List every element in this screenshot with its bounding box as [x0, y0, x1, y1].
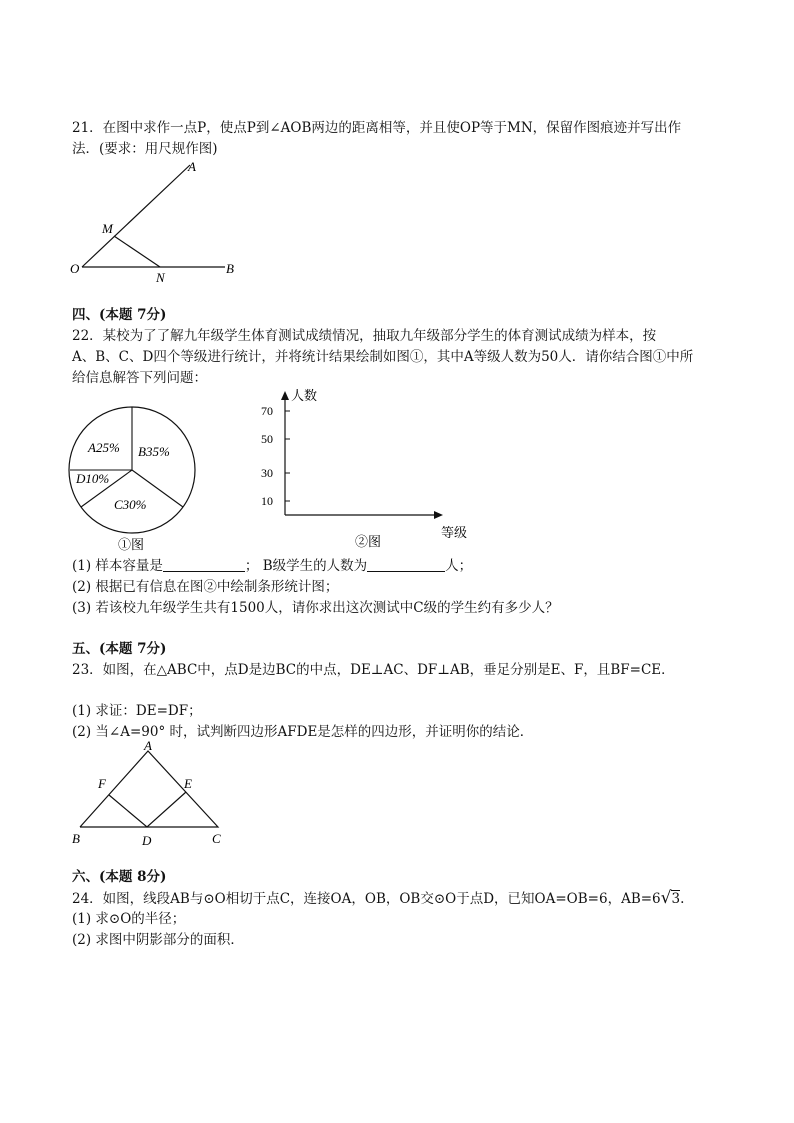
label-m: M — [102, 221, 113, 236]
pie-chart-figure — [60, 398, 210, 553]
bar-caption: ②图 — [355, 534, 382, 549]
pie-label-c: C30% — [114, 497, 147, 512]
q24-text-line1: 24．如图，线段AB与⊙O相切于点C，连接OA，OB，OB交⊙O于点D，已知OA=OB=6，AB=6√3. — [72, 888, 685, 908]
pie-label-d: D10% — [76, 471, 110, 486]
q22-part1: (1) 样本容量是 ； B级学生的人数为 人； — [72, 558, 473, 574]
ray-oa — [82, 165, 190, 267]
q21-text-line2: 法．(要求：用尺规作图) — [72, 141, 218, 157]
label-a: A — [188, 159, 196, 174]
pie-caption: ①图 — [118, 537, 145, 552]
q23-part2: (2) 当∠A=90° 时，试判断四边形AFDE是怎样的四边形，并证明你的结论． — [72, 724, 534, 740]
q22-part3: (3) 若该校九年级学生共有1500人，请你求出这次测试中C级的学生约有多少人？ — [72, 600, 559, 616]
label-a: A — [144, 738, 152, 753]
label-e: E — [184, 776, 192, 791]
q22-text-line2: A、B、C、D四个等级进行统计，并将统计结果绘制如图①，其中A等级人数为50人．请你结合图①中所 — [72, 349, 694, 365]
label-o: O — [70, 261, 80, 276]
section-6-heading: 六、(本题 8分) — [72, 869, 167, 885]
q23-text-line1: 23．如图，在△ABC中，点D是边BC的中点，DE⊥AC、DF⊥AB，垂足分别是E、F，且BF=CE． — [72, 662, 675, 678]
q24-part2: (2) 求图中阴影部分的面积． — [72, 932, 244, 948]
pie-label-a: A25% — [88, 440, 120, 455]
pie-label-b: B35% — [138, 444, 170, 459]
label-b: B — [72, 831, 80, 846]
q23-part1: (1) 求证：DE=DF； — [72, 703, 202, 719]
q22-text-line3: 给信息解答下列问题： — [72, 370, 207, 386]
section-4-heading: 四、(本题 7分) — [72, 307, 167, 323]
answer-blank-sample-size[interactable] — [163, 557, 245, 572]
label-d: D — [142, 833, 152, 848]
section-5-heading: 五、(本题 7分) — [72, 641, 167, 657]
label-b: B — [226, 261, 234, 276]
triangle-abc-figure — [62, 736, 237, 851]
q22-part2: (2) 根据已有信息在图②中绘制条形统计图； — [72, 579, 339, 595]
tick-30: 30 — [261, 466, 273, 480]
q22-text-line1: 22．某校为了了解九年级学生体育测试成绩情况，抽取九年级部分学生的体育测试成绩为样本，按 — [72, 328, 657, 344]
label-c: C — [212, 831, 221, 846]
y-axis-label: 人数 — [291, 388, 318, 403]
label-n: N — [156, 270, 165, 285]
tick-10: 10 — [261, 494, 273, 508]
q24-part1: (1) 求⊙O的半径； — [72, 911, 186, 927]
tick-50: 50 — [261, 432, 273, 446]
angle-aob-figure — [60, 155, 260, 285]
segment-mn — [114, 236, 160, 267]
bar-chart-axes — [245, 385, 495, 555]
q21-text-line1: 21．在图中求作一点P，使点P到∠AOB两边的距离相等，并且使OP等于MN，保留作图痕迹并写出作 — [72, 120, 682, 136]
x-axis-label: 等级 — [441, 525, 468, 540]
label-f: F — [98, 776, 106, 791]
sqrt-sign: √ — [660, 888, 672, 908]
tick-70: 70 — [261, 404, 273, 418]
answer-blank-b-count[interactable] — [367, 557, 445, 572]
